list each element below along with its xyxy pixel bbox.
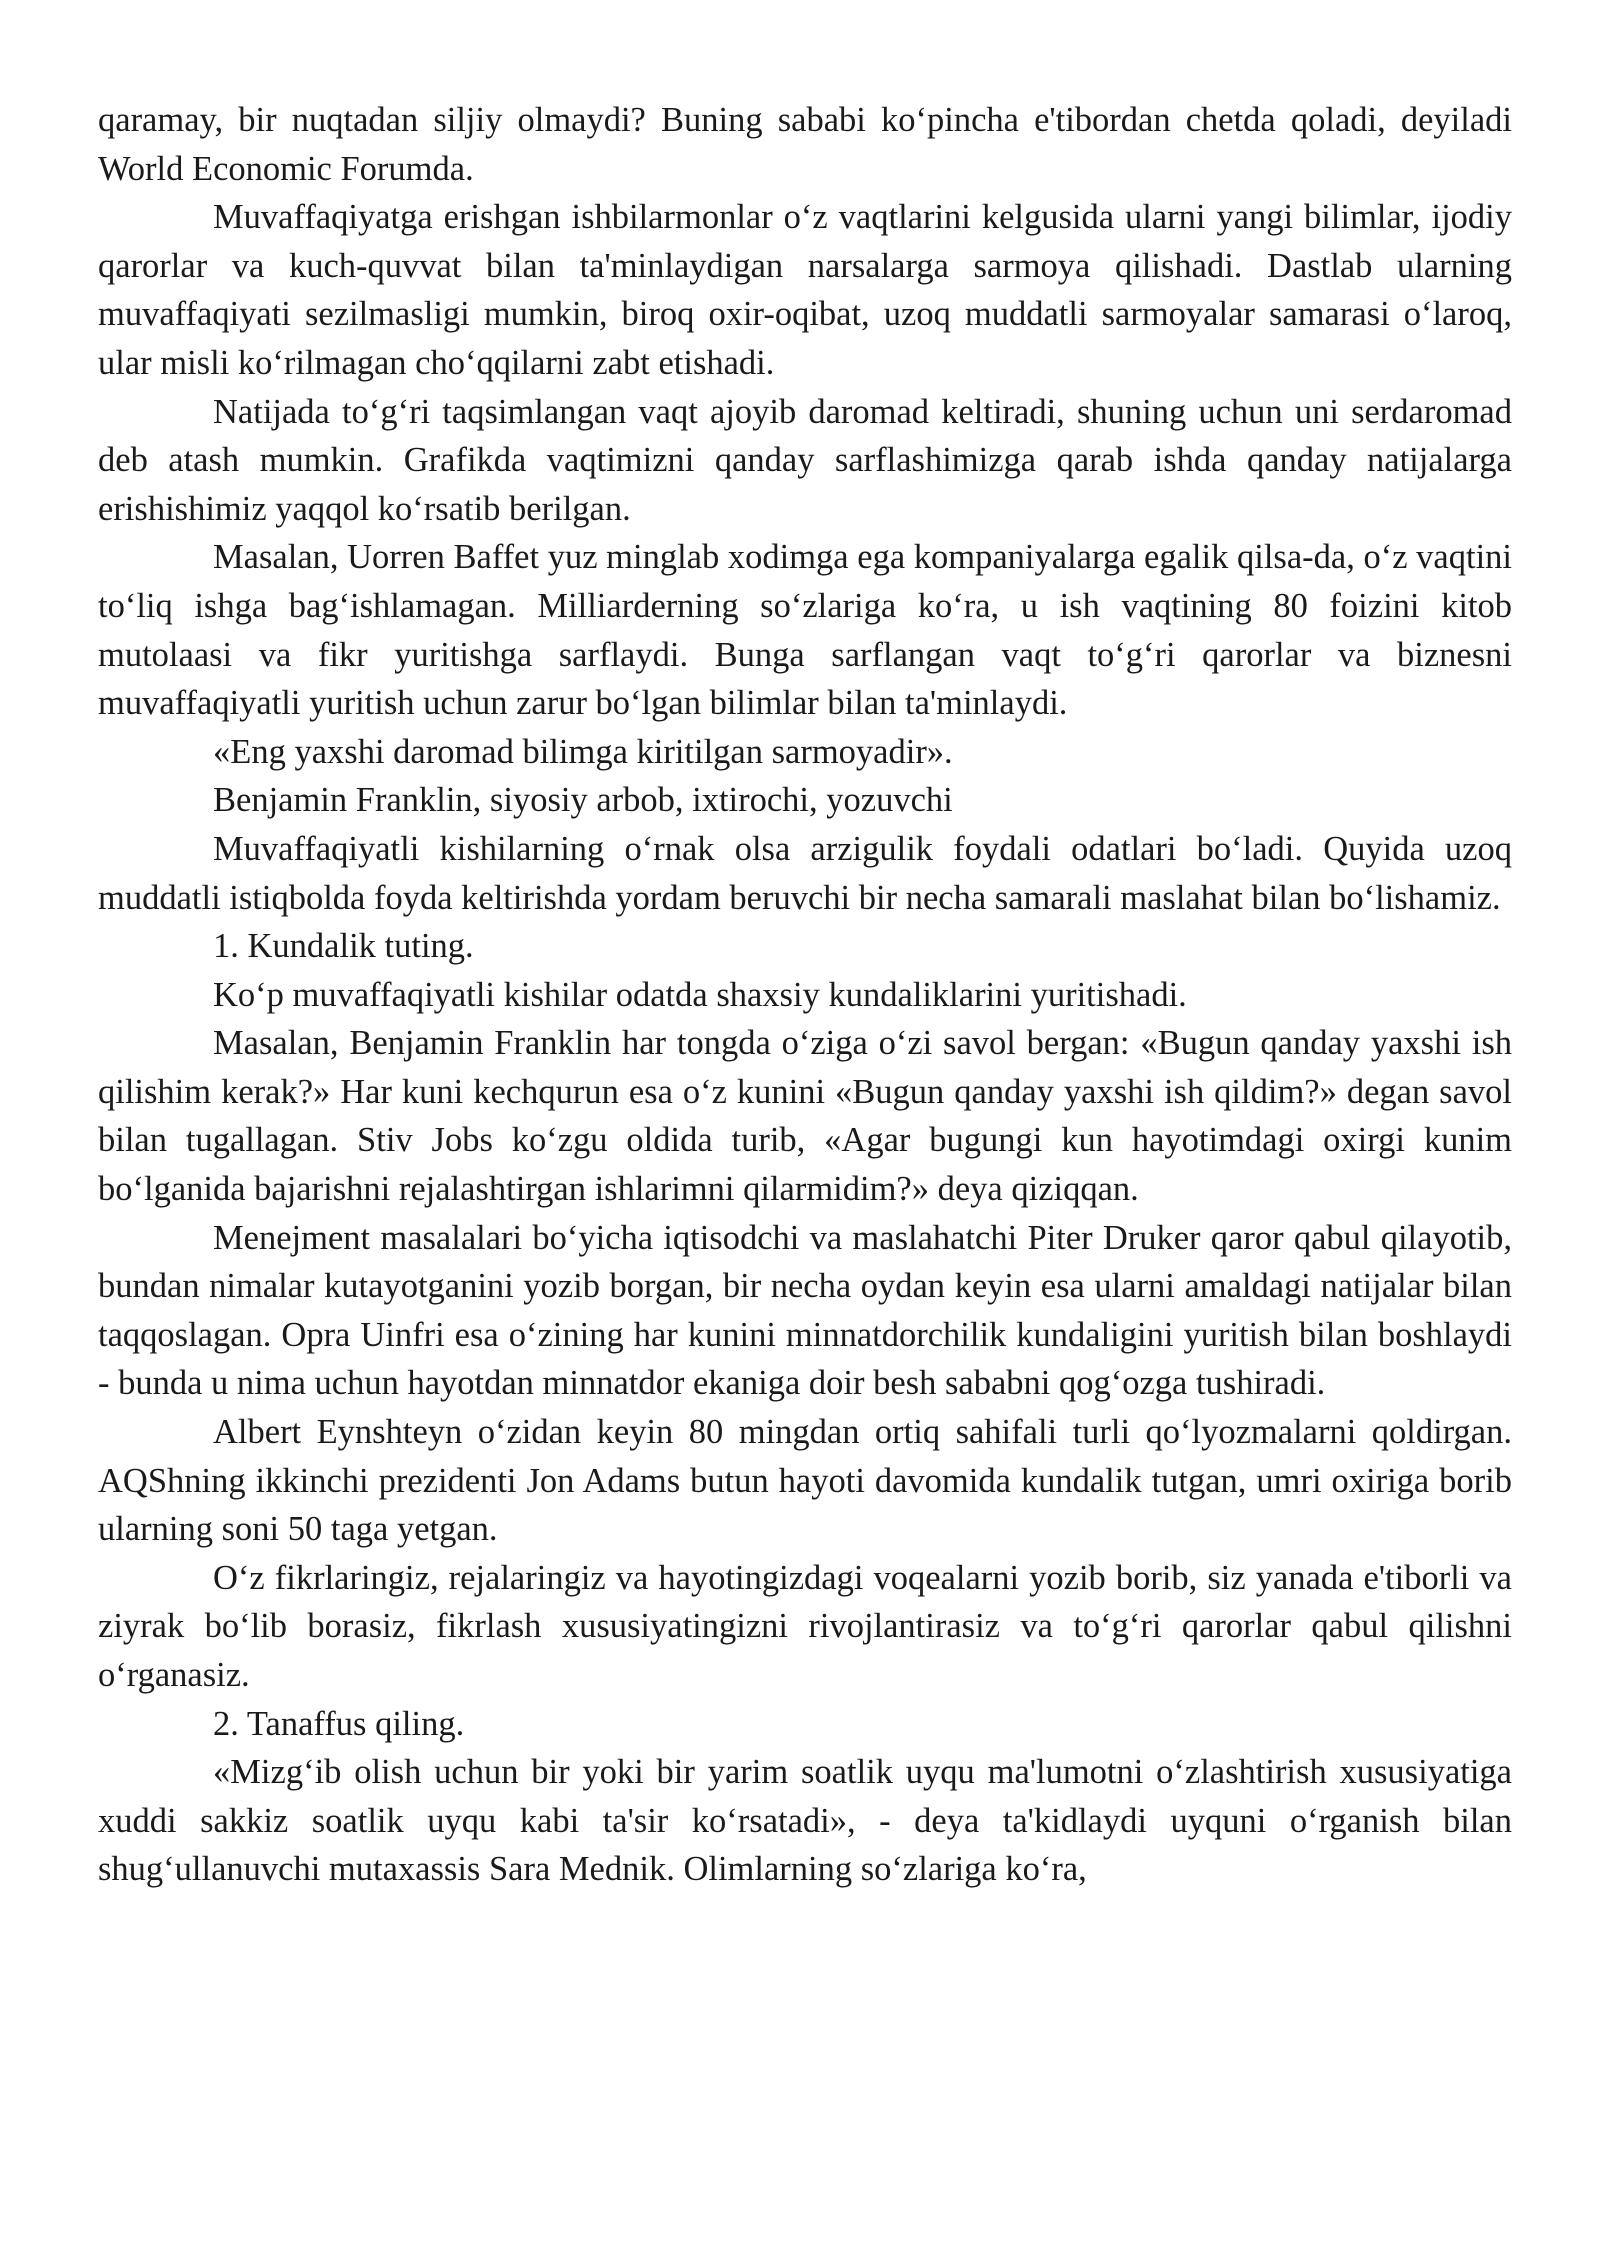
paragraph-einstein-adams: Albert Eynshteyn oʻzidan keyin 80 mingdan ortiq sahifali turli qoʻlyozmalarni qoldirgan. AQShning ikkinchi prezidenti Jon Adams butun hayoti davomida kundalik tutgan, umri oxiriga borib ularning soni 50 taga yetgan.: [98, 1413, 1512, 1549]
paragraph-habits-intro: Muvaffaqiyatli kishilarning oʻrnak olsa arzigulik foydali odatlari boʻladi. Quyida uzoq muddatli istiqbolda foyda keltirishda yordam beruvchi bir necha samarali maslahat bilan boʻlishamiz.: [98, 829, 1512, 917]
quote-attribution: Benjamin Franklin, siyosiy arbob, ixtirochi, yozuvchi: [213, 781, 953, 820]
paragraph-franklin-jobs: Masalan, Benjamin Franklin har tongda oʻziga oʻzi savol bergan: «Bugun qanday yaxshi ish qilishim kerak?» Har kuni kechqurun esa oʻz kunini «Bugun qanday yaxshi ish qildim?» degan savol bilan tugallagan. Stiv Jobs koʻzgu oldida turib, «Agar bugungi kun hayotimdagi oxirgi kunim boʻlganida bajarishni rejalashtirgan ishlarimni qilarmidim?» deya qiziqqan.: [98, 1024, 1512, 1209]
paragraph-time-income: Natijada toʻgʻri taqsimlangan vaqt ajoyib daromad keltiradi, shuning uchun uni serdaromad deb atash mumkin. Grafikda vaqtimizni qanday sarflashimizga qarab ishda qanday natijalarga erishishimiz yaqqol koʻrsatib berilgan.: [98, 392, 1512, 528]
section-heading-break: 2. Tanaffus qiling.: [213, 1704, 465, 1743]
paragraph-drucker-winfrey: Menejment masalalari boʻyicha iqtisodchi va maslahatchi Piter Druker qaror qabul qilayotib, bundan nimalar kutayotganini yozib borgan, bir necha oydan keyin esa ularni amaldagi natijalar bilan taqqoslagan. Opra Uinfri esa oʻzining har kunini minnatdorchilik kundaligini yuritish bilan boshlaydi - bunda u nima uchun hayotdan minnatdor ekaniga doir besh sababni qogʻozga tushiradi.: [98, 1218, 1512, 1403]
quote-franklin: «Eng yaxshi daromad bilimga kiritilgan sarmoyadir».: [213, 732, 953, 771]
paragraph-investment: Muvaffaqiyatga erishgan ishbilarmonlar oʻz vaqtlarini kelgusida ularni yangi bilimlar, ijodiy qarorlar va kuch-quvvat bilan ta'minlaydigan narsalarga sarmoya qilishadi. Dastlab ularning muvaffaqiyati sezilmasligi mumkin, biroq oxir-oqibat, uzoq muddatli sarmoyalar samarasi oʻlaroq, ular misli koʻrilmagan choʻqqilarni zabt etishadi.: [98, 198, 1512, 382]
section-heading-journal: 1. Kundalik tuting.: [213, 927, 474, 966]
document-page: [98, 96, 1512, 1894]
paragraph-buffett: Masalan, Uorren Baffet yuz minglab xodimga ega kompaniyalarga egalik qilsa-da, oʻz vaqtini toʻliq ishga bagʻishlamagan. Milliarderning soʻzlariga koʻra, u ish vaqtining 80 foizini kitob mutolaasi va fikr yuritishga sarflaydi. Bunga sarflangan vaqt toʻgʻri qarorlar va biznesni muvaffaqiyatli yuritish uchun zarur boʻlgan bilimlar bilan ta'minlaydi.: [98, 538, 1512, 723]
paragraph-journal-benefits: Oʻz fikrlaringiz, rejalaringiz va hayotingizdagi voqealarni yozib borib, siz yanada e'tiborli va ziyrak boʻlib borasiz, fikrlash xususiyatingizni rivojlantirasiz va toʻgʻri qarorlar qabul qilishni oʻrganasiz.: [98, 1558, 1512, 1694]
paragraph-journal-intro: Koʻp muvaffaqiyatli kishilar odatda shaxsiy kundaliklarini yuritishadi.: [213, 975, 1187, 1014]
paragraph-continuation: qaramay, bir nuqtadan siljiy olmaydi? Buning sababi koʻpincha e'tibordan chetda qoladi, deyiladi World Economic Forumda.: [98, 101, 1512, 188]
paragraph-nap-quote: «Mizgʻib olish uchun bir yoki bir yarim soatlik uyqu ma'lumotni oʻzlashtirish xususiyatiga xuddi sakkiz soatlik uyqu kabi ta'sir koʻrsatadi», - deya ta'kidlaydi uyquni oʻrganish bilan shugʻullanuvchi mutaxassis Sara Mednik. Olimlarning soʻzlariga koʻra,: [98, 1753, 1512, 1889]
